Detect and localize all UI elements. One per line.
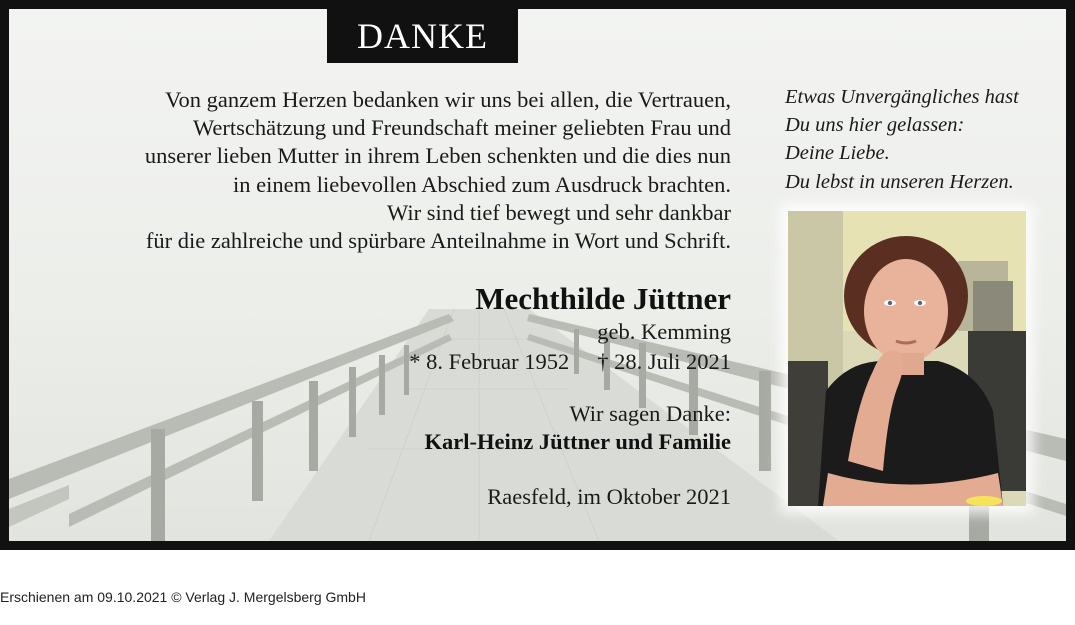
family-signature: Karl-Heinz Jüttner und Familie — [424, 429, 731, 454]
portrait-illustration — [788, 211, 1026, 506]
message-line: Von ganzem Herzen bedanken wir uns bei allen, die Vertrauen, — [165, 87, 731, 112]
footer-credit: Erschienen am 09.10.2021 © Verlag J. Mergelsberg GmbH — [0, 589, 366, 605]
deceased-name: Mechthilde Jüttner — [475, 281, 731, 316]
card-inner — [9, 9, 1066, 541]
header-title-box — [327, 9, 518, 63]
poem-line: Du uns hier gelassen: — [785, 114, 965, 137]
thanks-message — [31, 86, 731, 255]
life-dates — [409, 349, 731, 375]
poem-line: Deine Liebe. — [785, 142, 890, 165]
message-line: unserer lieben Mutter in ihrem Leben schenkten und die dies nun — [144, 143, 731, 169]
death-date: † 28. Juli 2021 — [597, 349, 731, 374]
poem-line: Etwas Unvergängliches hast — [785, 86, 1019, 108]
message-line: Wir sind tief bewegt und sehr dankbar — [387, 199, 731, 225]
poem — [785, 83, 1019, 196]
header-title: DANKE — [357, 16, 488, 56]
portrait-photo — [788, 211, 1026, 506]
born-name: geb. Kemming — [597, 319, 731, 344]
message-line: Wertschätzung und Freundschaft meiner geliebten Frau und — [192, 115, 731, 141]
place-date: Raesfeld, im Oktober 2021 — [487, 484, 731, 509]
thanks-intro: Wir sagen Danke: — [569, 401, 731, 426]
message-line: für die zahlreiche und spürbare Anteilnahme in Wort und Schrift. — [145, 228, 731, 254]
birth-date: * 8. Februar 1952 — [409, 349, 570, 374]
message-line: in einem liebevollen Abschied zum Ausdruck brachten. — [233, 171, 731, 197]
poem-line: Du lebst in unseren Herzen. — [785, 170, 1014, 193]
